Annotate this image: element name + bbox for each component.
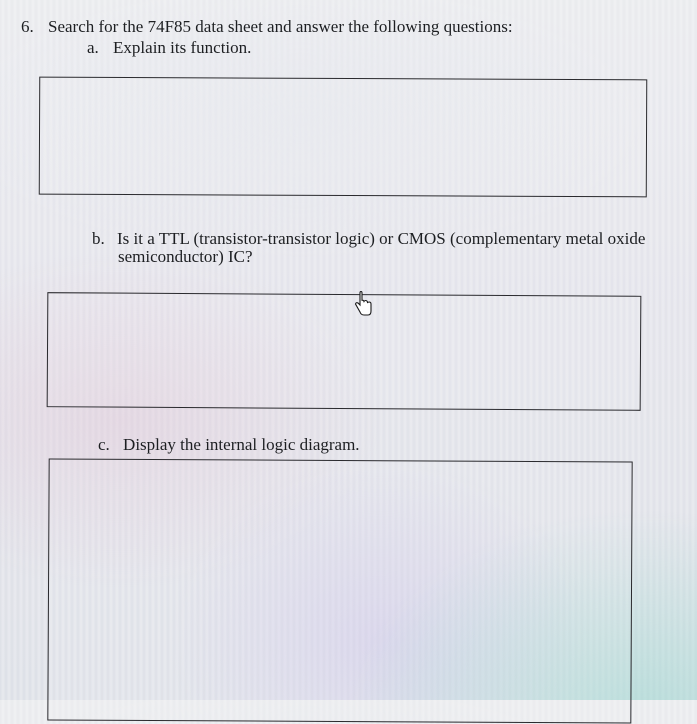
part-c-letter: c. xyxy=(98,435,110,454)
part-b-text-line2: semiconductor) IC? xyxy=(118,247,253,266)
part-b-text-line1: Is it a TTL (transistor-transistor logic) or CMOS (complementary metal oxide xyxy=(117,229,646,248)
part-c-text: Display the internal logic diagram. xyxy=(123,435,360,454)
part-a xyxy=(87,38,251,58)
hand-pointer-icon xyxy=(352,291,374,319)
question-text: Search for the 74F85 data sheet and answer the following questions: xyxy=(48,17,513,36)
part-b-continuation xyxy=(118,247,253,267)
part-b-letter: b. xyxy=(92,229,105,248)
answer-box-a[interactable] xyxy=(39,77,648,198)
answer-box-c[interactable] xyxy=(47,458,632,723)
part-c xyxy=(98,435,360,455)
answer-box-b[interactable] xyxy=(47,292,642,411)
part-b xyxy=(92,229,645,249)
part-a-letter: a. xyxy=(87,38,99,57)
question-heading xyxy=(21,17,513,37)
question-number: 6. xyxy=(21,17,34,36)
part-a-text: Explain its function. xyxy=(113,38,252,57)
